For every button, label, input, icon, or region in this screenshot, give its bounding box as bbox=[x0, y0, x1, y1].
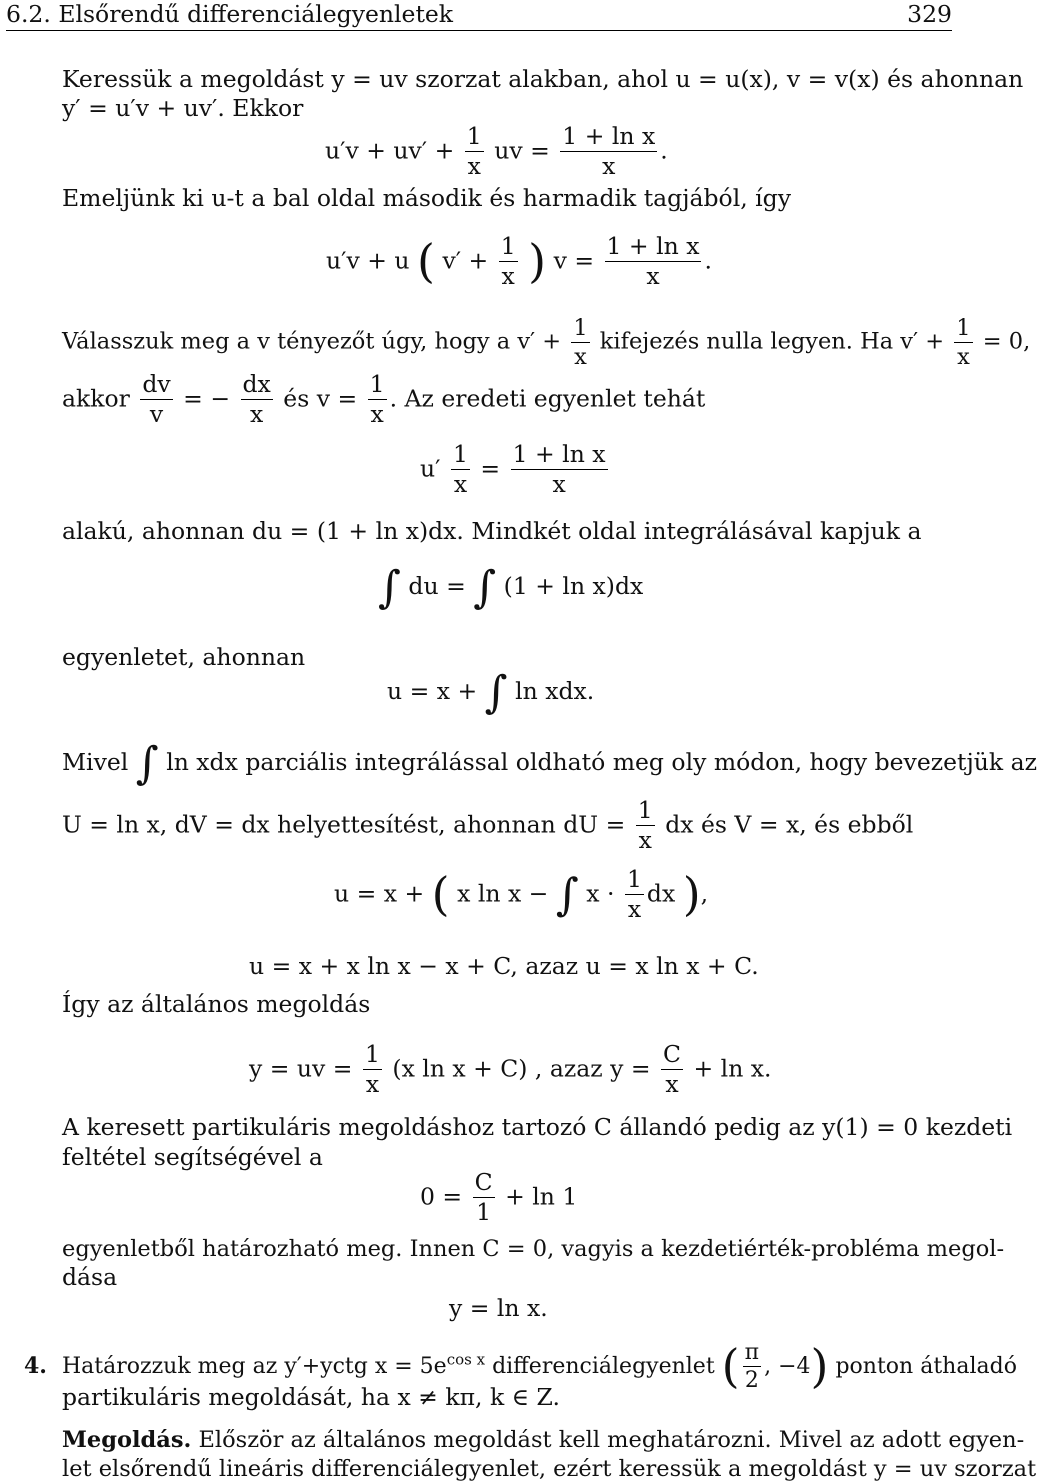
eq-text: u′ bbox=[420, 454, 441, 483]
numerator: 1 bbox=[369, 370, 385, 398]
numerator: π bbox=[744, 1339, 760, 1365]
eq-text: v = bbox=[553, 246, 595, 275]
text: Mivel bbox=[62, 748, 129, 776]
equation-1 bbox=[325, 122, 668, 182]
fraction bbox=[363, 1040, 382, 1100]
running-header bbox=[6, 0, 952, 30]
fraction bbox=[954, 314, 972, 371]
equation-7: u = x + x ln x − x + C, azaz u = x ln x + C. bbox=[249, 952, 759, 980]
numerator: 1 bbox=[364, 1040, 380, 1068]
equation-6 bbox=[334, 865, 708, 925]
paragraph-line: Így az általános megoldás bbox=[62, 990, 371, 1018]
paragraph-line: A keresett partikuláris megoldáshoz tartozó C állandó pedig az y(1) = 0 kezdeti bbox=[62, 1113, 1013, 1141]
integral-sign: ∫ bbox=[473, 562, 497, 613]
denominator: x bbox=[511, 469, 608, 499]
text: kifejezés nulla legyen. Ha v′ + bbox=[599, 328, 945, 355]
text: Válasszuk meg a v tényezőt úgy, hogy a v′ + bbox=[62, 328, 562, 355]
eq-text: u = x + bbox=[387, 677, 478, 705]
text: = 0, bbox=[982, 328, 1031, 355]
paragraph-line: egyenletet, ahonnan bbox=[62, 643, 306, 671]
eq-text: . bbox=[704, 246, 712, 275]
denominator: x bbox=[560, 151, 657, 181]
solution-line2: let elsőrendű lineáris differenciálegyenlet, ezért keressük a megoldást y = uv szorzat bbox=[62, 1456, 1037, 1482]
eq-text: (1 + ln x)dx bbox=[503, 572, 644, 600]
eq-text: y = uv = bbox=[249, 1054, 353, 1083]
eq-text: , bbox=[700, 879, 709, 908]
eq-text: u′v + u bbox=[326, 246, 410, 275]
text: ponton áthaladó bbox=[835, 1353, 1017, 1379]
numerator: 1 + ln x bbox=[562, 122, 656, 150]
text: . Az eredeti egyenlet tehát bbox=[389, 384, 706, 413]
denominator: x bbox=[499, 261, 518, 291]
fraction bbox=[661, 1040, 683, 1100]
paragraph-line: egyenletből határozható meg. Innen C = 0, vagyis a kezdetiérték-probléma megol- bbox=[62, 1236, 1005, 1262]
eq-text: u = x + bbox=[334, 879, 425, 908]
equation-3 bbox=[420, 440, 611, 500]
eq-text: u′v + uv′ + bbox=[325, 136, 455, 165]
eq-text: + ln x. bbox=[693, 1054, 772, 1083]
text: akkor bbox=[62, 384, 130, 413]
numerator: 1 bbox=[637, 796, 653, 824]
equation-10: y = ln x. bbox=[449, 1294, 548, 1322]
eq-text: v′ + bbox=[442, 246, 489, 275]
paren: ) bbox=[528, 234, 547, 289]
equation-5 bbox=[387, 665, 594, 720]
denominator: x bbox=[363, 1069, 382, 1099]
text: differenciálegyenlet bbox=[492, 1353, 715, 1379]
denominator: x bbox=[465, 151, 484, 181]
paragraph-line bbox=[62, 370, 936, 430]
paragraph-line bbox=[62, 736, 1037, 791]
equation-8 bbox=[249, 1040, 772, 1100]
text: és v = bbox=[283, 384, 358, 413]
integral-sign: ∫ bbox=[555, 869, 579, 921]
eq-text: x · bbox=[586, 879, 615, 908]
eq-text: uv = bbox=[494, 136, 550, 165]
denominator: x bbox=[636, 825, 655, 855]
text: U = ln x, dV = dx helyettesítést, ahonnan dU = bbox=[62, 810, 626, 839]
paragraph-line: alakú, ahonnan du = (1 + ln x)dx. Mindkét oldal integrálásával kapjuk a bbox=[62, 517, 922, 545]
paragraph-line: feltétel segítségével a bbox=[62, 1143, 323, 1171]
page-number: 329 bbox=[907, 0, 952, 28]
numerator: dx bbox=[242, 370, 271, 398]
numerator: 1 bbox=[500, 232, 516, 260]
eq-text: x ln x − bbox=[457, 879, 549, 908]
denominator: x bbox=[625, 894, 644, 924]
numerator: C bbox=[663, 1040, 682, 1068]
paragraph-line: y′ = u′v + uv′. Ekkor bbox=[62, 94, 304, 122]
eq-text: du = bbox=[408, 572, 466, 600]
fraction bbox=[511, 440, 608, 500]
numerator: dv bbox=[142, 370, 171, 398]
equation-4 bbox=[378, 560, 643, 615]
fraction bbox=[451, 440, 470, 500]
header-rule bbox=[6, 30, 952, 31]
problem-statement-line2: partikuláris megoldását, ha x ≠ kπ, k ∈ Z. bbox=[62, 1383, 560, 1411]
paren: ( bbox=[417, 234, 435, 289]
paragraph-line: dása bbox=[62, 1263, 118, 1291]
paren: ) bbox=[810, 1339, 829, 1393]
denominator: x bbox=[368, 399, 387, 429]
fraction bbox=[625, 865, 644, 925]
integral-sign: ∫ bbox=[484, 667, 508, 718]
denominator: v bbox=[140, 399, 172, 429]
fraction bbox=[140, 370, 172, 430]
text: ln xdx parciális integrálással oldható meg oly módon, hogy bevezetjük az bbox=[166, 748, 1037, 776]
paragraph-line: Emeljünk ki u-t a bal oldal második és harmadik tagjából, így bbox=[62, 184, 791, 212]
paren: ( bbox=[721, 1339, 740, 1393]
fraction bbox=[241, 370, 273, 430]
integral-sign: ∫ bbox=[135, 738, 159, 789]
numerator: 1 bbox=[956, 315, 971, 341]
denominator: x bbox=[605, 261, 702, 291]
superscript: cos x bbox=[446, 1350, 486, 1369]
numerator: C bbox=[474, 1168, 493, 1196]
eq-text: 0 = bbox=[420, 1182, 463, 1211]
numerator: 1 bbox=[452, 440, 468, 468]
text: Először az általános megoldást kell meghatározni. Mivel az adott egyen- bbox=[198, 1427, 1025, 1453]
paren: ) bbox=[682, 867, 701, 922]
numerator: 1 + ln x bbox=[606, 232, 700, 260]
text: = − bbox=[183, 384, 231, 413]
solution-line bbox=[62, 1426, 1025, 1454]
fraction bbox=[605, 232, 702, 292]
numerator: 1 bbox=[626, 865, 642, 893]
paragraph-line: Keressük a megoldást y = uv szorzat alakban, ahol u = u(x), v = v(x) és ahonnan bbox=[62, 65, 1024, 93]
denominator: 2 bbox=[743, 1366, 761, 1395]
section-title: 6.2. Elsőrendű differenciálegyenletek bbox=[6, 0, 454, 28]
eq-text: (x ln x + C) , azaz y = bbox=[392, 1054, 651, 1083]
denominator: x bbox=[451, 469, 470, 499]
text: Határozzuk meg az y′+yctg x = 5e bbox=[61, 1353, 447, 1379]
denominator: x bbox=[241, 399, 273, 429]
fraction bbox=[465, 122, 484, 182]
eq-text: = bbox=[480, 454, 501, 483]
integral-sign: ∫ bbox=[378, 562, 401, 613]
paragraph-line bbox=[62, 314, 1031, 371]
numerator: 1 bbox=[573, 315, 588, 341]
denominator: x bbox=[661, 1069, 683, 1099]
text: , −4 bbox=[764, 1353, 811, 1379]
fraction bbox=[368, 370, 387, 430]
equation-2 bbox=[326, 232, 712, 292]
text: dx és V = x, és ebből bbox=[665, 810, 914, 839]
fraction bbox=[499, 232, 518, 292]
fraction bbox=[560, 122, 657, 182]
fraction bbox=[636, 796, 655, 856]
numerator: 1 + ln x bbox=[512, 440, 606, 468]
solution-label: Megoldás. bbox=[62, 1427, 192, 1453]
paren: ( bbox=[431, 867, 450, 922]
eq-text: ln xdx. bbox=[515, 677, 595, 705]
eq-text: dx bbox=[646, 879, 676, 908]
paragraph-line bbox=[62, 796, 936, 856]
problem-number: 4. bbox=[24, 1352, 47, 1379]
denominator: x bbox=[571, 342, 589, 371]
fraction bbox=[473, 1168, 495, 1228]
denominator: x bbox=[954, 342, 972, 371]
fraction bbox=[571, 314, 589, 371]
equation-9 bbox=[420, 1168, 577, 1228]
numerator: 1 bbox=[466, 122, 482, 150]
denominator: 1 bbox=[473, 1197, 495, 1227]
eq-text: + ln 1 bbox=[505, 1182, 578, 1211]
eq-text: . bbox=[660, 136, 668, 165]
